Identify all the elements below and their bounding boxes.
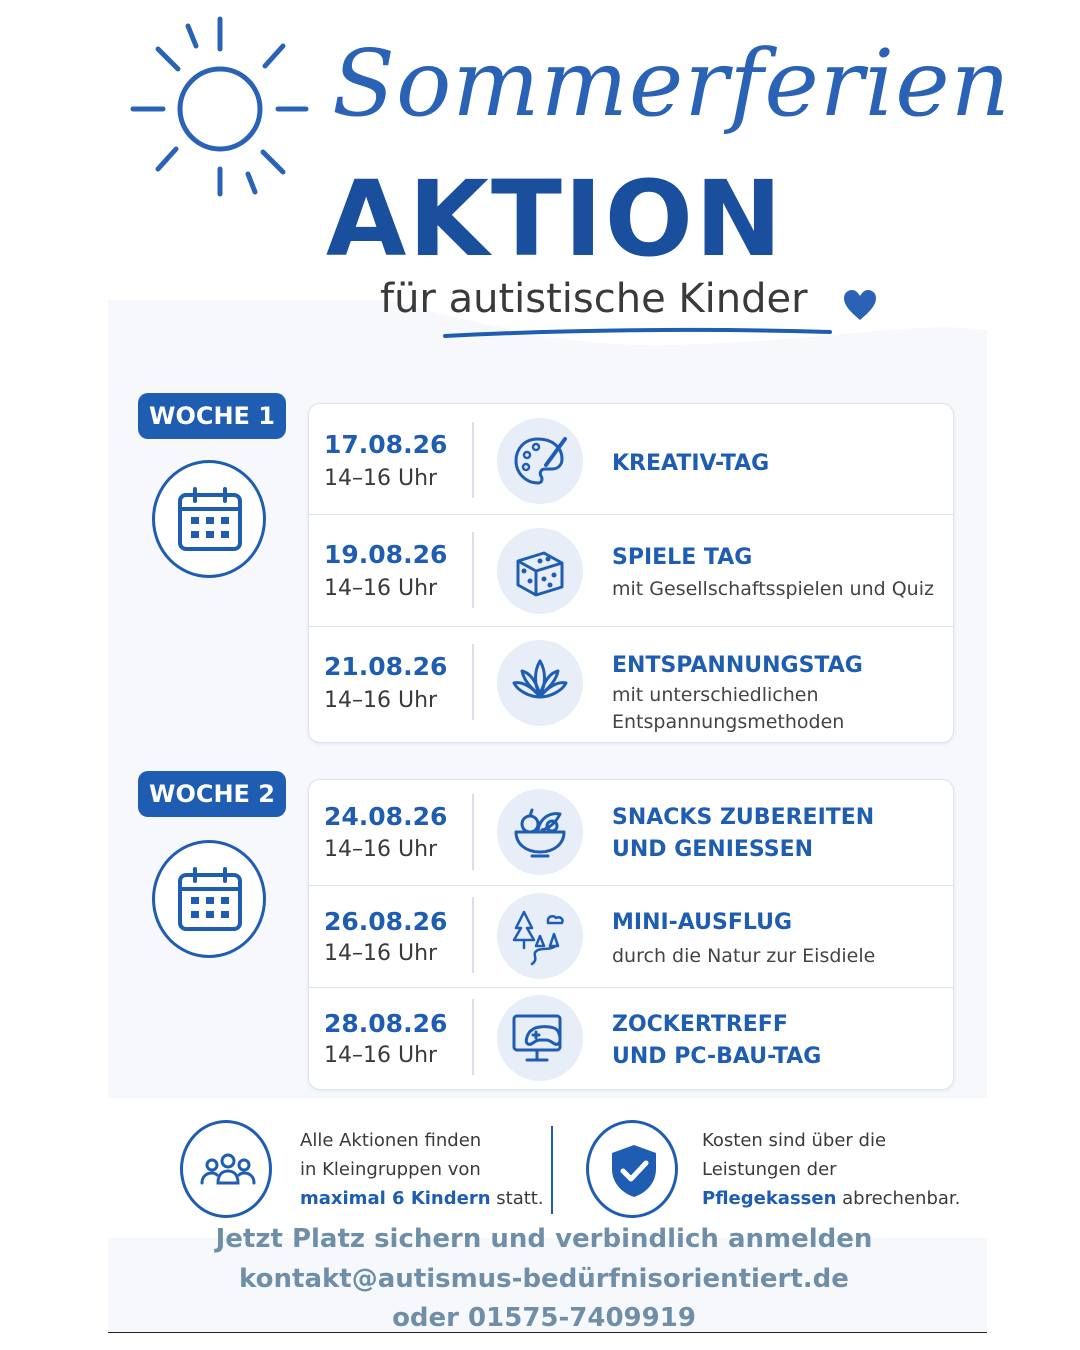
heart-icon [842, 288, 878, 322]
week-1-badge: WOCHE 1 [138, 393, 286, 439]
event-time: 14–16 Uhr [324, 941, 438, 966]
event-date: 17.08.26 [324, 430, 448, 459]
event-date: 19.08.26 [324, 540, 448, 569]
event-time: 14–16 Uhr [324, 576, 438, 601]
subtitle-underline [440, 322, 835, 342]
event-icon-circle [497, 789, 583, 875]
event-description: mit unterschiedlichen [612, 684, 819, 706]
event-row [309, 404, 953, 515]
lotus-icon [510, 653, 570, 713]
event-row [309, 987, 953, 1089]
event-date: 24.08.26 [324, 802, 448, 831]
info-highlight: Pflegekassen [702, 1188, 837, 1209]
event-date: 26.08.26 [324, 907, 448, 936]
event-time: 14–16 Uhr [324, 688, 438, 713]
event-title: UND PC-BAU-TAG [612, 1044, 822, 1069]
event-title: ZOCKERTREFF [612, 1012, 788, 1037]
event-date: 28.08.26 [324, 1009, 448, 1038]
event-title: SNACKS ZUBEREITEN [612, 805, 875, 830]
event-time: 14–16 Uhr [324, 466, 438, 491]
event-time: 14–16 Uhr [324, 1043, 438, 1068]
row-divider [472, 422, 474, 498]
shield-check-icon [604, 1141, 664, 1201]
info-line: Kosten sind über die [702, 1130, 887, 1151]
event-title: MINI-AUSFLUG [612, 910, 793, 935]
event-title: UND GENIESSEN [612, 837, 814, 862]
dice-icon [510, 541, 570, 601]
event-icon-circle [497, 640, 583, 726]
event-row [309, 885, 953, 988]
event-row [309, 780, 953, 886]
row-divider [472, 897, 474, 973]
info-line [300, 1184, 544, 1213]
event-title: SPIELE TAG [612, 545, 753, 570]
week-2-calendar [152, 840, 266, 958]
subtitle: für autistische Kinder [380, 276, 808, 322]
row-divider [472, 794, 474, 870]
event-description: durch die Natur zur Eisdiele [612, 945, 876, 967]
cta-email[interactable]: kontakt@autismus-bedürfnisorientiert.de [239, 1264, 849, 1294]
cost-info-text [702, 1126, 960, 1213]
cost-info-circle [586, 1120, 678, 1218]
event-description: Entspannungsmethoden [612, 711, 845, 733]
title-script: Sommerferien [332, 30, 1011, 137]
group-info-circle [180, 1120, 272, 1218]
event-row [309, 514, 953, 627]
event-icon-circle [497, 528, 583, 614]
event-icon-circle [497, 893, 583, 979]
event-title: ENTSPANNUNGSTAG [612, 653, 863, 678]
nature-trail-icon [510, 906, 570, 966]
row-divider [472, 644, 474, 720]
row-divider [472, 999, 474, 1075]
week-2-card [308, 779, 954, 1090]
cta-signup: Jetzt Platz sichern und verbindlich anmelden [215, 1224, 873, 1254]
info-divider [551, 1126, 553, 1214]
calendar-icon [175, 485, 245, 555]
info-highlight: maximal 6 Kindern [300, 1188, 491, 1209]
info-line-rest: statt. [490, 1188, 544, 1209]
event-title: KREATIV-TAG [612, 451, 770, 476]
week-2-badge: WOCHE 2 [138, 771, 286, 817]
title-main: AKTION [325, 158, 785, 280]
row-divider [472, 532, 474, 608]
event-icon-circle [497, 418, 583, 504]
cta-phone[interactable]: oder 01575-7409919 [392, 1303, 696, 1333]
event-time: 14–16 Uhr [324, 837, 438, 862]
event-date: 21.08.26 [324, 652, 448, 681]
event-description: mit Gesellschaftsspielen und Quiz [612, 578, 934, 600]
palette-icon [510, 431, 570, 491]
info-line [702, 1184, 960, 1213]
info-line: Alle Aktionen finden [300, 1130, 482, 1151]
gaming-monitor-icon [510, 1008, 570, 1068]
group-info-text [300, 1126, 544, 1213]
calendar-icon [175, 865, 245, 935]
info-line-rest: abrechenbar. [836, 1188, 961, 1209]
event-row [309, 626, 953, 742]
group-people-icon [198, 1141, 258, 1201]
week-1-card [308, 403, 954, 743]
info-line: in Kleingruppen von [300, 1159, 481, 1180]
week-1-calendar [152, 460, 266, 578]
info-line: Leistungen der [702, 1159, 837, 1180]
event-icon-circle [497, 995, 583, 1081]
fruit-bowl-icon [510, 802, 570, 862]
